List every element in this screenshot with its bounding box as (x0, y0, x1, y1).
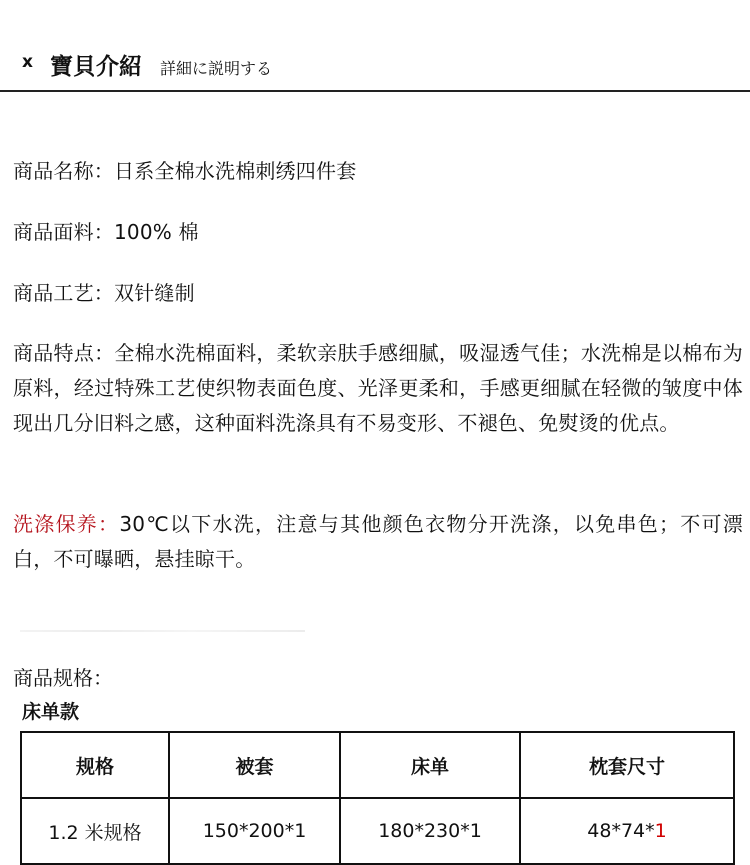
spec-subtitle: 床单款 (22, 701, 80, 723)
product-features-label: 商品特点： (13, 341, 115, 365)
page-subtitle: 詳細に説明する (160, 59, 273, 78)
spec-cell-pillow-size: 48*74* (587, 820, 655, 842)
product-name-label: 商品名称： (13, 159, 114, 183)
product-fabric (13, 215, 743, 250)
product-craft-value: 双针缝制 (114, 281, 195, 305)
spec-header-pillow: 枕套尺寸 (520, 732, 734, 798)
care-instructions (13, 507, 743, 577)
spec-header-duvet: 被套 (169, 732, 340, 798)
page-header (0, 0, 750, 92)
spec-table (20, 731, 735, 865)
spec-cell-duvet: 150*200*1 (169, 798, 340, 864)
spec-label: 商品规格： (13, 666, 113, 690)
spec-cell-pillow-count: 1 (654, 820, 667, 842)
product-name-value: 日系全棉水洗棉刺绣四件套 (114, 159, 357, 183)
spec-header-sheet: 床单 (340, 732, 520, 798)
product-craft-label: 商品工艺： (13, 281, 114, 305)
close-icon[interactable]: x (22, 52, 33, 72)
care-instructions-value: 30℃以下水洗，注意与其他颜色衣物分开洗涤，以免串色；不可漂白，不可曝晒，悬挂晾干。 (13, 512, 744, 571)
product-features (13, 336, 743, 441)
table-row (21, 798, 734, 864)
product-fabric-label: 商品面料： (13, 220, 114, 244)
spec-header-size: 规格 (21, 732, 169, 798)
care-instructions-label: 洗涤保养： (13, 512, 120, 536)
header-divider (0, 90, 750, 92)
spec-cell-size: 1.2 米规格 (21, 798, 169, 864)
spec-table-header (21, 732, 734, 798)
product-fabric-value: 100% 棉 (114, 220, 199, 244)
faint-divider (20, 630, 305, 632)
page-title: 寶貝介紹 (50, 53, 142, 80)
spec-cell-pillow (520, 798, 734, 864)
product-name (13, 154, 743, 189)
product-features-value: 全棉水洗棉面料，柔软亲肤手感细腻，吸湿透气佳；水洗棉是以棉布为原料，经过特殊工艺使织物表面色度、光泽更柔和，手感更细腻在轻微的皱度中体现出几分旧料之感，这种面料洗涤具有不易变形、不褪色、免熨烫的优点。 (13, 341, 744, 435)
spec-cell-sheet: 180*230*1 (340, 798, 520, 864)
product-craft (13, 276, 743, 311)
